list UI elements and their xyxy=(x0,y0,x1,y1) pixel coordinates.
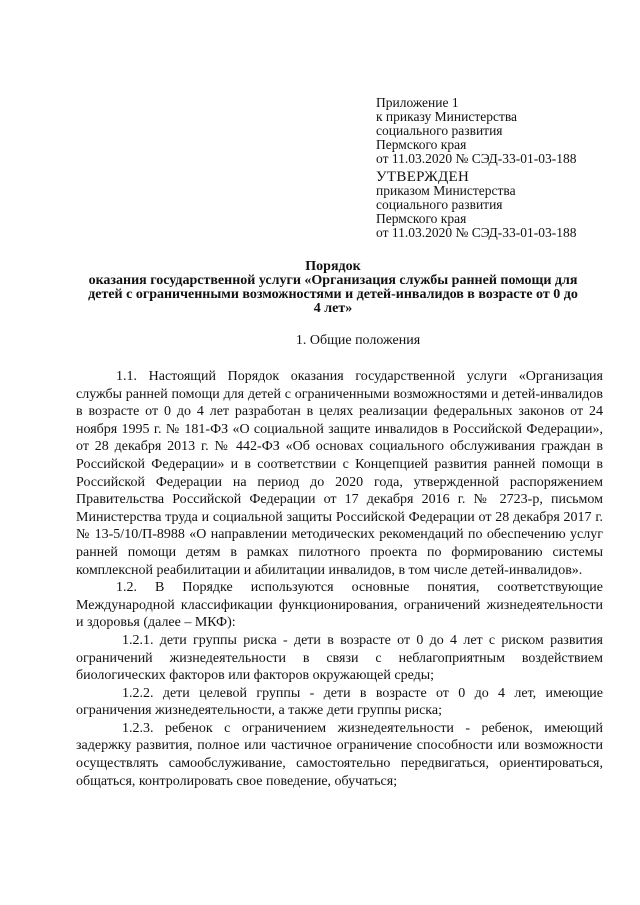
paragraph-1-2-1: 1.2.1. дети группы риска - дети в возрасте от 0 до 4 лет с риском развития ограничений жизнедеятельности в связи с неблагоприятным воздействием биологических факторов или факторов окружающей среды; xyxy=(76,632,603,684)
document-title xyxy=(62,260,604,316)
appendix-line: социального развития xyxy=(376,123,503,138)
paragraph-1-2: 1.2. В Порядке используются основные понятия, соответствующие Международной классификации функционирования, ограничений жизнедеятельности и здоровья (далее – МКФ): xyxy=(76,580,603,631)
approval-heading: УТВЕРЖДЕН xyxy=(376,169,470,185)
document-body xyxy=(76,368,603,790)
paragraph-1-2-2: 1.2.2. дети целевой группы - дети в возрасте от 0 до 4 лет, имеющие ограничения жизнедеятельности, а также дети группы риска; xyxy=(76,685,603,719)
appendix-line: Приложение 1 xyxy=(376,95,459,110)
appendix-line: от 11.03.2020 № СЭД-33-01-03-188 xyxy=(376,151,577,166)
appendix-line: Пермского края xyxy=(376,137,467,152)
section-heading: 1. Общие положения xyxy=(295,333,421,348)
approval-line: приказом Министерства xyxy=(376,183,516,198)
appendix-block xyxy=(376,96,576,166)
title-line: оказания государственной услуги «Организация службы ранней помощи для xyxy=(88,273,578,288)
appendix-line: к приказу Министерства xyxy=(376,109,518,124)
approval-line: Пермского края xyxy=(376,211,467,226)
title-line: детей с ограниченными возможностями и детей-инвалидов в возрасте от 0 до xyxy=(88,287,578,302)
approval-block xyxy=(376,170,576,240)
approval-line: от 11.03.2020 № СЭД-33-01-03-188 xyxy=(376,225,577,240)
approval-line: социального развития xyxy=(376,197,503,212)
title-line: 4 лет» xyxy=(313,301,353,316)
paragraph-1-2-3: 1.2.3. ребенок с ограничением жизнедеятельности - ребенок, имеющий задержку развития, полное или частичное ограничение способности или возможности осуществлять самообслуживание, самостоятельно передвигаться, ориентироваться, общаться, контролировать свое поведение, обучаться; xyxy=(76,720,603,789)
paragraph-1-1: 1.1. Настоящий Порядок оказания государственной услуги «Организация службы ранней помощи для детей с ограниченными возможностями и детей-инвалидов в возрасте от 0 до 4 лет разработан в целях реализации федеральных законов от 24 ноября 1995 г. № 181-ФЗ «О социальной защите инвалидов в Российской Федерации», от 28 декабря 2013 г. № 442-ФЗ «Об основах социального обслуживания граждан в Российской Федерации» и в соответствии с Концепцией развития ранней помощи в Российской Федерации на период до 2020 года, утвержденной распоряжением Правительства Российской Федерации от 17 декабря 2016 г. № 2723-р, письмом Министерства труда и социальной защиты Российской Федерации от 28 декабря 2017 г. № 13-5/10/П-8988 «О направлении методических рекомендаций по обеспечению услуг ранней помощи детям в рамках пилотного проекта по формированию системы комплексной реабилитации и абилитации инвалидов, в том числе детей-инвалидов». xyxy=(76,369,603,578)
title-line: Порядок xyxy=(305,259,361,274)
